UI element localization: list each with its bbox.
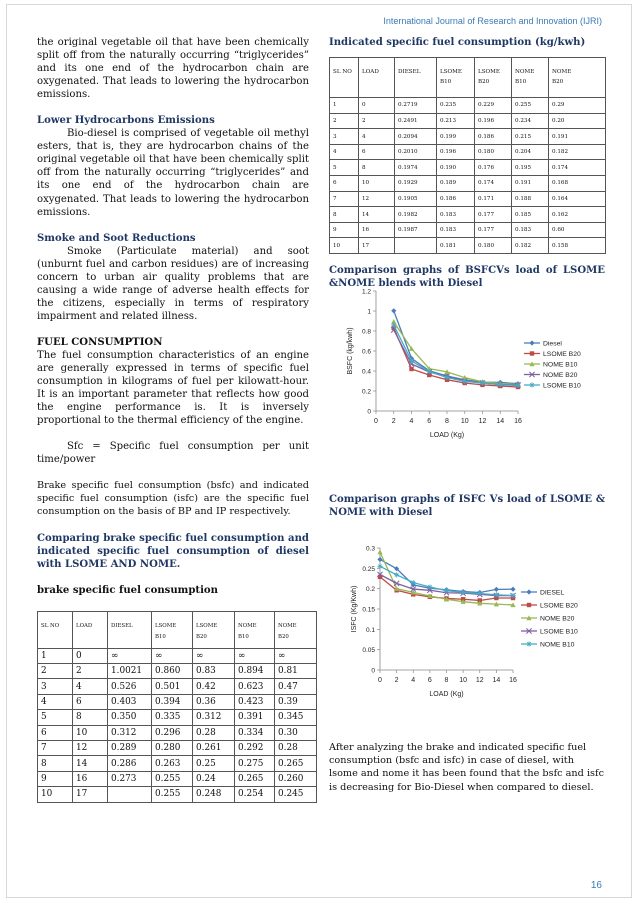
table-cell: 17	[73, 787, 108, 802]
table-row	[330, 160, 606, 176]
table-cell: 0.181	[437, 238, 475, 254]
table-cell: 0.1905	[395, 191, 437, 207]
table-cell: 8	[73, 710, 108, 725]
table-cell: 5	[330, 160, 359, 176]
x-tick-label: 2	[391, 418, 396, 425]
table-row	[330, 129, 606, 145]
table-cell: 0.28	[193, 725, 235, 740]
table-cell: 0.171	[475, 191, 512, 207]
table-cell: 0.245	[275, 787, 317, 802]
table-cell: 0	[73, 648, 108, 663]
table-cell: 0.28	[275, 741, 317, 756]
diamond-marker	[529, 340, 534, 345]
table-cell: 0.235	[437, 98, 475, 114]
table-cell: 10	[73, 725, 108, 740]
table-cell: 0.25	[193, 756, 235, 771]
table-cell: 0.191	[549, 129, 606, 145]
y-tick-label: 1.2	[361, 288, 371, 296]
table-cell: 4	[330, 144, 359, 160]
table-cell: 5	[38, 710, 73, 725]
series-line	[394, 322, 518, 385]
table-cell: 0.2094	[395, 129, 437, 145]
diamond-marker	[510, 587, 515, 592]
square-marker	[530, 351, 534, 355]
x-tick-label: 0	[378, 677, 382, 684]
hc-paragraph: Bio-diesel is comprised of vegetable oil methyl esters, that is, they are hydrocarbon chains of the original vegetable oil that have been chemically split off from the naturally occurring “triglycerides” and its one end of the hydrocarbon chain are oxygenated. That leads to lowering the hydrocarbon emissions.	[37, 128, 309, 218]
header-cell: LOAD	[359, 58, 395, 98]
conclusion-paragraph: After analyzing the brake and indicated specific fuel consumption (bsfc and isfc) in case of diesel, with lsome and nome it has been found that the bsfc and isfc is decreasing for Bio-Diesel when compared to diesel.	[329, 742, 605, 793]
table-cell: 0.215	[512, 129, 549, 145]
table-cell: 0.36	[193, 694, 235, 709]
table-cell: 0.81	[275, 664, 317, 679]
table-cell: 0.24	[193, 771, 235, 786]
table-cell: 0.182	[549, 144, 606, 160]
table-cell: 4	[38, 694, 73, 709]
y-tick-label: 0.1	[365, 626, 375, 634]
table-cell: 7	[38, 741, 73, 756]
table-cell: 0.275	[235, 756, 275, 771]
y-axis-title: BSFC (kg/kwh)	[347, 327, 354, 375]
isfc-table	[329, 57, 606, 254]
table-cell: 0.30	[275, 725, 317, 740]
table-row	[38, 664, 317, 679]
isfc-chart-svg	[340, 540, 598, 704]
table-cell: 0.20	[549, 113, 606, 129]
star-marker	[529, 382, 534, 387]
header-cell: DIESEL	[395, 58, 437, 98]
table-cell: 6	[38, 725, 73, 740]
legend-label: NOME B10	[543, 361, 578, 369]
table-cell: 0.196	[437, 144, 475, 160]
table-cell: 0.168	[549, 176, 606, 192]
table-cell: 0.204	[512, 144, 549, 160]
isfc-chart	[340, 540, 598, 704]
y-tick-label: 0.2	[361, 388, 371, 396]
star-marker	[526, 641, 531, 646]
table-cell: 0.183	[437, 222, 475, 238]
legend-label: Diesel	[543, 340, 562, 348]
table-cell: 10	[38, 787, 73, 802]
header-cell: NOME B10	[235, 611, 275, 648]
series-line	[394, 311, 518, 384]
x-tick-label: 14	[492, 677, 501, 684]
legend-label: LSOME B10	[543, 382, 581, 390]
x-tick-label: 6	[427, 418, 432, 425]
bsfc-table-heading: brake specific fuel consumption	[37, 584, 218, 596]
intro-paragraph: the original vegetable oil that have been chemically split off from the naturally occurring “triglycerides” and its one end of the hydrocarbon chain are oxygenated. That leads to lowering the hydrocarbon emissions.	[37, 37, 309, 101]
table-row	[330, 144, 606, 160]
table-cell: 0.1929	[395, 176, 437, 192]
table-row	[38, 787, 317, 802]
journal-header: International Journal of Research and Innovation (IJRI)	[383, 16, 602, 26]
table-cell: ∞	[235, 648, 275, 663]
table-cell: 0.185	[512, 207, 549, 223]
table-cell: 0.183	[512, 222, 549, 238]
table-cell: 0.177	[475, 207, 512, 223]
table-cell: 2	[38, 664, 73, 679]
table-cell: ∞	[152, 648, 193, 663]
header-cell: LSOME B10	[152, 611, 193, 648]
table-cell: ∞	[275, 648, 317, 663]
table-cell: 0.190	[437, 160, 475, 176]
x-tick-label: 14	[496, 418, 505, 425]
isfc-heading: Indicated specific fuel consumption (kg/kwh)	[329, 37, 586, 48]
bsfc-definition-paragraph: Brake specific fuel consumption (bsfc) and indicated specific fuel consumption (isfc) are the specific fuel consumption on the basis of BP and IP respectively.	[37, 480, 309, 518]
x-tick-label: 6	[427, 677, 432, 684]
table-cell: 0.213	[437, 113, 475, 129]
table-cell: 14	[73, 756, 108, 771]
table-cell: 12	[359, 191, 395, 207]
y-tick-label: 1	[367, 308, 371, 316]
table-cell: 0.180	[475, 144, 512, 160]
table-cell: 7	[330, 191, 359, 207]
table-cell: 0	[359, 98, 395, 114]
table-cell: 0.177	[475, 222, 512, 238]
table-cell: 0.1974	[395, 160, 437, 176]
star-marker	[394, 572, 399, 577]
y-tick-label: 0	[367, 408, 371, 416]
table-row	[330, 98, 606, 114]
bsfc-table	[37, 611, 317, 803]
table-cell: 0.39	[275, 694, 317, 709]
table-cell: 0.623	[235, 679, 275, 694]
fuel-heading: FUEL CONSUMPTION	[37, 336, 163, 348]
y-tick-label: 0.8	[361, 328, 371, 336]
fuel-paragraph: The fuel consumption characteristics of an engine are generally expressed in terms of specific fuel consumption in kilograms of fuel per kilowatt-hour. It is an important parameter that reflects how good the engine performance is. It is inversely proportional to the thermal efficiency of the engine.	[37, 349, 309, 427]
table-cell: 6	[73, 694, 108, 709]
table-cell: 6	[330, 176, 359, 192]
x-tick-label: 12	[475, 677, 484, 684]
table-cell: 0.260	[275, 771, 317, 786]
table-cell: 0.186	[475, 129, 512, 145]
x-tick-label: 4	[411, 677, 416, 684]
table-cell: 0.234	[512, 113, 549, 129]
table-cell: 6	[359, 144, 395, 160]
legend-label: LSOME B20	[543, 351, 581, 358]
table-cell: 0.2010	[395, 144, 437, 160]
table-cell: 0.286	[108, 756, 152, 771]
table-cell: 0.280	[152, 741, 193, 756]
table-cell: 0.2491	[395, 113, 437, 129]
table-cell: 4	[359, 129, 395, 145]
y-tick-label: 0.6	[361, 348, 371, 356]
sfc-paragraph: Sfc = Specific fuel consumption per unit time/power	[37, 441, 309, 466]
table-cell: 0.248	[193, 787, 235, 802]
header-cell: NOME B20	[275, 611, 317, 648]
table-row	[330, 176, 606, 192]
table-row	[38, 771, 317, 786]
table-cell: 0.229	[475, 98, 512, 114]
table-cell: 0.263	[152, 756, 193, 771]
table-cell: 0.164	[549, 191, 606, 207]
table-cell: 2	[359, 113, 395, 129]
table-row	[38, 648, 317, 663]
table-cell	[108, 787, 152, 802]
table-cell: 0.526	[108, 679, 152, 694]
table-cell: 8	[38, 756, 73, 771]
legend-label: LSOME B20	[540, 602, 578, 610]
table-cell: 0.289	[108, 741, 152, 756]
triangle-marker	[377, 549, 382, 554]
diamond-marker	[494, 587, 499, 592]
table-cell: 0.1982	[395, 207, 437, 223]
header-cell: LSOME B10	[437, 58, 475, 98]
legend-label: NOME B20	[543, 372, 578, 379]
header-cell: LSOME B20	[193, 611, 235, 648]
diamond-marker	[391, 308, 396, 313]
header-cell: NOME B20	[549, 58, 606, 98]
table-row	[330, 113, 606, 129]
y-tick-label: 0	[371, 667, 375, 675]
table-row	[38, 694, 317, 709]
x-tick-label: 12	[478, 418, 487, 425]
table-cell: 0.174	[475, 176, 512, 192]
table-cell: 0.180	[475, 238, 512, 254]
table-cell: 0.60	[549, 222, 606, 238]
table-cell: ∞	[108, 648, 152, 663]
table-cell: 17	[359, 238, 395, 254]
table-cell: 0.423	[235, 694, 275, 709]
hc-heading: Lower Hydrocarbons Emissions	[37, 115, 215, 127]
table-cell: 0.296	[152, 725, 193, 740]
table-cell: 0.158	[549, 238, 606, 254]
table-cell: 0.47	[275, 679, 317, 694]
x-axis-title: LOAD (Kg)	[429, 432, 465, 439]
table-row	[38, 741, 317, 756]
table-header-row	[38, 611, 317, 648]
table-cell: ∞	[193, 648, 235, 663]
table-cell: 0.265	[235, 771, 275, 786]
table-row	[330, 222, 606, 238]
comparing-heading: Comparing brake specific fuel consumption and indicated specific fuel consumption of diesel with LSOME AND NOME.	[37, 532, 309, 570]
table-cell: 0.255	[152, 771, 193, 786]
x-tick-label: 2	[394, 677, 399, 684]
table-row	[38, 756, 317, 771]
square-marker	[527, 603, 531, 607]
header-cell: SL NO	[38, 611, 73, 648]
x-tick-label: 16	[514, 418, 522, 425]
table-cell: 0.261	[193, 741, 235, 756]
table-cell: 0.312	[108, 725, 152, 740]
table-cell: 0.350	[108, 710, 152, 725]
table-cell: 9	[330, 222, 359, 238]
star-marker	[461, 590, 466, 595]
table-cell: 0.391	[235, 710, 275, 725]
table-cell: 1	[38, 648, 73, 663]
x-tick-label: 16	[509, 677, 517, 684]
table-cell: 2	[73, 664, 108, 679]
table-cell: 1	[330, 98, 359, 114]
table-row	[330, 191, 606, 207]
right-column	[329, 36, 605, 290]
y-tick-label: 0.15	[362, 606, 375, 614]
table-cell: 10	[330, 238, 359, 254]
table-cell: 1.0021	[108, 664, 152, 679]
table-cell: 0.265	[275, 756, 317, 771]
table-cell: 0.182	[512, 238, 549, 254]
table-cell: 0.394	[152, 694, 193, 709]
table-cell: 16	[73, 771, 108, 786]
legend-label: NOME B10	[540, 641, 575, 649]
table-cell: 0.188	[512, 191, 549, 207]
x-tick-label: 10	[460, 418, 469, 425]
table-row	[38, 679, 317, 694]
table-cell	[395, 238, 437, 254]
diamond-marker	[526, 589, 531, 594]
header-cell: LSOME B20	[475, 58, 512, 98]
x-tick-label: 8	[445, 418, 449, 425]
legend-label: NOME B20	[540, 615, 575, 623]
table-cell: 9	[38, 771, 73, 786]
smoke-paragraph: Smoke (Particulate material) and soot (unburnt fuel and carbon residues) are of increasing concern to urban air quality problems that are causing a wide range of adverse health effects for the citizens, especially in terms of respiratory impairment and related illness.	[37, 245, 309, 322]
table-cell: 0.255	[152, 787, 193, 802]
table-cell: 14	[359, 207, 395, 223]
table-cell: 0.196	[475, 113, 512, 129]
header-cell: DIESEL	[108, 611, 152, 648]
isfc-chart-caption: Comparison graphs of ISFC Vs load of LSOME & NOME with Diesel	[329, 494, 605, 519]
table-cell: 0.334	[235, 725, 275, 740]
square-marker	[409, 367, 413, 371]
legend-label: LSOME B10	[540, 628, 578, 636]
table-cell: 0.860	[152, 664, 193, 679]
table-cell: 0.42	[193, 679, 235, 694]
x-axis-title: LOAD (Kg)	[429, 691, 464, 698]
table-cell: 0.254	[235, 787, 275, 802]
table-row	[330, 207, 606, 223]
header-cell: NOME B10	[512, 58, 549, 98]
table-cell: 0.345	[275, 710, 317, 725]
y-tick-label: 0.25	[362, 565, 375, 573]
y-tick-label: 0.2	[365, 586, 375, 594]
table-cell: 0.1987	[395, 222, 437, 238]
header-cell: LOAD	[73, 611, 108, 648]
left-column	[37, 36, 309, 803]
legend-label: DIESEL	[540, 589, 565, 597]
table-cell: 0.255	[512, 98, 549, 114]
table-cell: 10	[359, 176, 395, 192]
table-cell: 0.189	[437, 176, 475, 192]
series-line	[394, 325, 518, 386]
smoke-heading: Smoke and Soot Reductions	[37, 232, 196, 244]
table-cell: 0.501	[152, 679, 193, 694]
table-cell: 0.195	[512, 160, 549, 176]
table-cell: 0.29	[549, 98, 606, 114]
table-cell: 2	[330, 113, 359, 129]
table-cell: 0.176	[475, 160, 512, 176]
table-cell: 0.83	[193, 664, 235, 679]
x-tick-label: 8	[444, 677, 449, 684]
table-cell: 0.183	[437, 207, 475, 223]
table-cell: 8	[330, 207, 359, 223]
bsfc-chart-svg	[342, 283, 596, 447]
table-row	[38, 725, 317, 740]
table-cell: 0.186	[437, 191, 475, 207]
table-cell: 0.162	[549, 207, 606, 223]
bsfc-chart	[342, 283, 596, 447]
x-tick-label: 4	[409, 418, 414, 425]
table-cell: 0.2719	[395, 98, 437, 114]
table-cell: 0.273	[108, 771, 152, 786]
table-cell: 12	[73, 741, 108, 756]
header-cell: SL NO	[330, 58, 359, 98]
y-tick-label: 0.3	[365, 545, 375, 553]
table-cell: 3	[330, 129, 359, 145]
table-header-row	[330, 58, 606, 98]
x-tick-label: 0	[374, 418, 378, 425]
table-cell: 0.894	[235, 664, 275, 679]
x-tick-label: 10	[459, 677, 468, 684]
table-cell: 8	[359, 160, 395, 176]
bsfc-chart-caption: Comparison graphs of BSFCVs load of LSOME &NOME blends with Diesel	[329, 264, 605, 290]
y-tick-label: 0.4	[361, 368, 371, 376]
y-axis-title: ISFC (Kg/Kwh)	[351, 585, 358, 633]
table-row	[38, 710, 317, 725]
table-cell: 0.191	[512, 176, 549, 192]
page-number: 16	[590, 880, 602, 891]
table-cell: 0.335	[152, 710, 193, 725]
table-cell: 16	[359, 222, 395, 238]
table-cell: 0.174	[549, 160, 606, 176]
table-cell: 4	[73, 679, 108, 694]
table-cell: 0.403	[108, 694, 152, 709]
table-cell: 0.292	[235, 741, 275, 756]
table-cell: 0.199	[437, 129, 475, 145]
table-cell: 3	[38, 679, 73, 694]
table-row	[330, 238, 606, 254]
y-tick-label: 0.05	[362, 647, 375, 655]
table-cell: 0.312	[193, 710, 235, 725]
